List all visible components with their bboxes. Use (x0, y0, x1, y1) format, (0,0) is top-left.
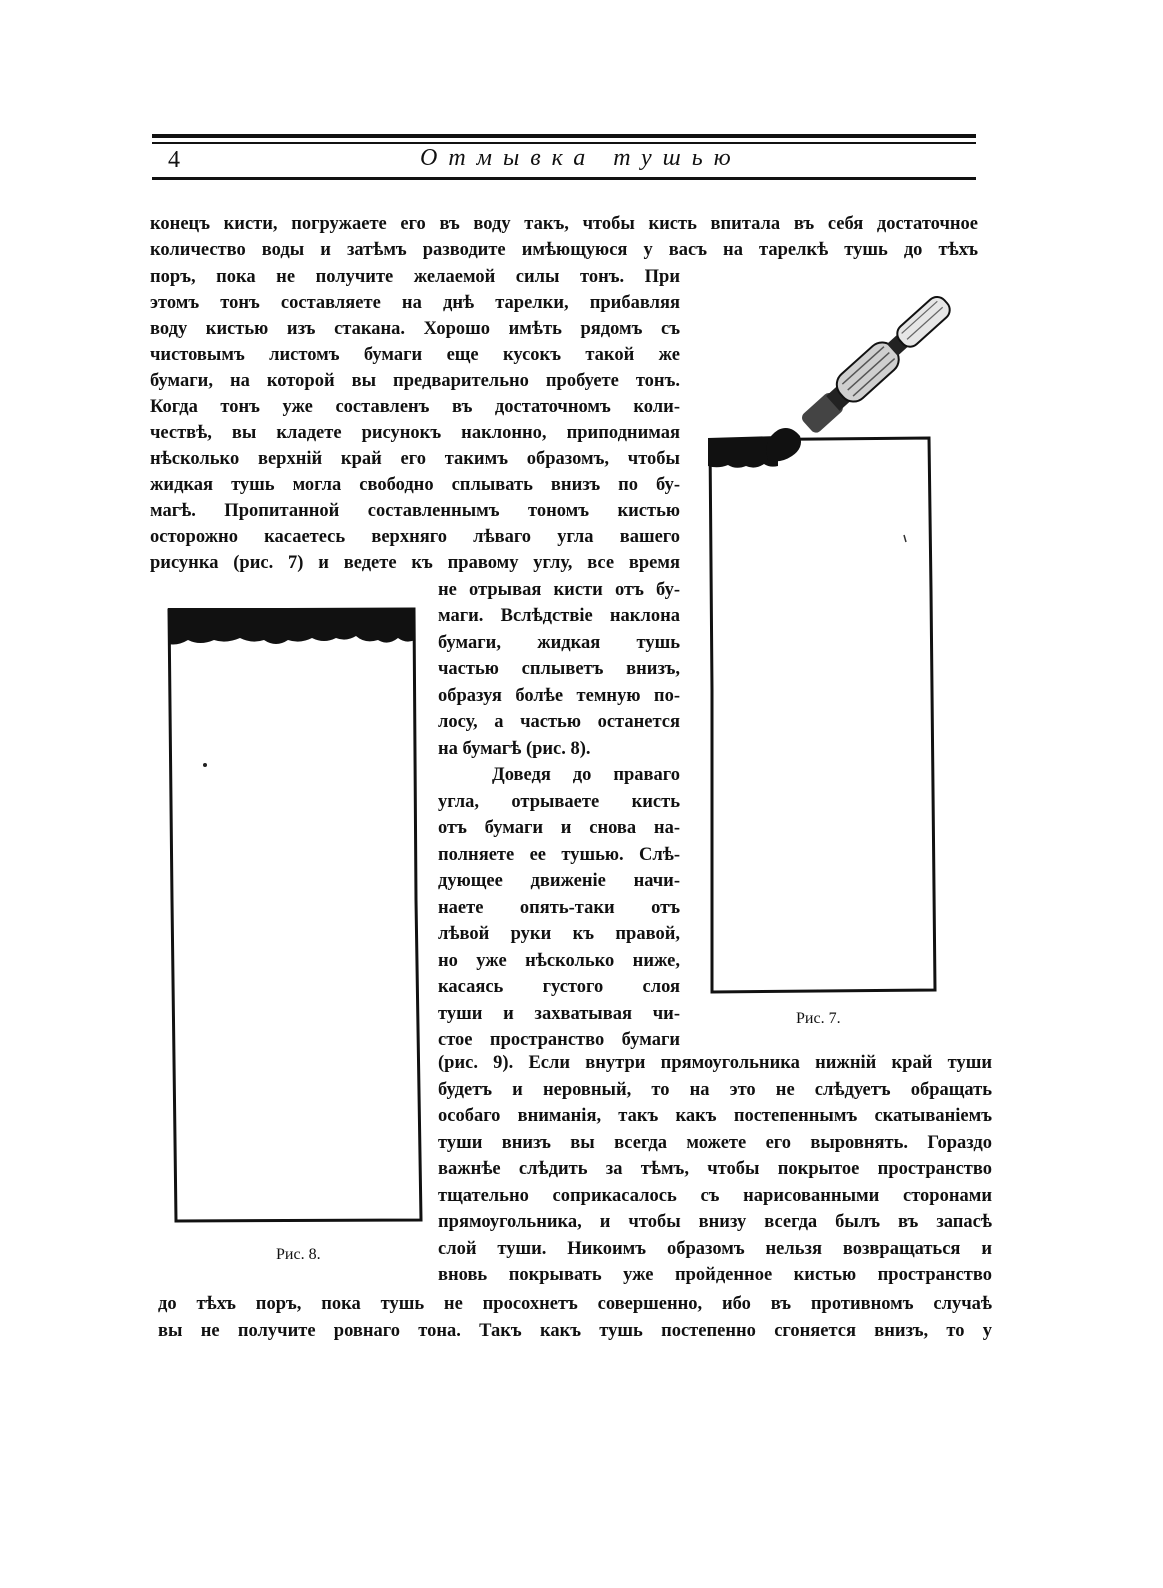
body-line: поръ, пока не получите желаемой силы тонъ. При (150, 267, 680, 287)
body-line: слой туши. Никоимъ образомъ нельзя возвращаться и (438, 1239, 992, 1259)
body-line: угла, отрываете кисть (438, 792, 680, 812)
body-line: касаясь густого слоя (438, 977, 680, 997)
running-title: Отмывка тушью (420, 145, 742, 171)
header-rule-bottom (152, 177, 976, 180)
body-line: на бумагѣ (рис. 8). (438, 739, 591, 759)
body-line: Когда тонъ уже составленъ въ достаточномъ коли- (150, 397, 680, 417)
body-line: чествѣ, вы кладете рисунокъ наклонно, приподнимая (150, 423, 680, 443)
body-line: Доведя до праваго (492, 765, 680, 785)
body-line: наете опять-таки отъ (438, 898, 680, 918)
body-line: вы не получите ровнаго тона. Такъ какъ тушь постепенно сгоняется внизъ, то у (158, 1321, 992, 1341)
body-line: полняете ее тушью. Слѣ- (438, 845, 680, 865)
body-line: (рис. 9). Если внутри прямоугольника нижній край туши (438, 1053, 992, 1073)
body-line: не отрывая кисти отъ бу- (438, 580, 680, 600)
body-line: чистовымъ листомъ бумаги еще кусокъ такой же (150, 345, 680, 365)
body-line: но уже нѣсколько ниже, (438, 951, 680, 971)
figure-8-caption: Рис. 8. (276, 1246, 321, 1263)
body-line: лосу, а частью останется (438, 712, 680, 732)
body-line: частью сплыветъ внизъ, (438, 659, 680, 679)
body-line: лѣвой руки къ правой, (438, 924, 680, 944)
page-number: 4 (168, 147, 180, 173)
body-line: нѣсколько верхній край его такимъ образомъ, чтобы (150, 449, 680, 469)
body-line: бумаги, на которой вы предварительно пробуете тонъ. (150, 371, 680, 391)
body-line: этомъ тонъ составляете на днѣ тарелки, прибавляя (150, 293, 680, 313)
header-rule-top-thick (152, 134, 976, 138)
body-line: конецъ кисти, погружаете его въ воду такъ, чтобы кисть впитала въ себя достаточное (150, 214, 978, 234)
body-line: туши и захватывая чи- (438, 1004, 680, 1024)
body-line: бумаги, жидкая тушь (438, 633, 680, 653)
body-line: магѣ. Пропитанной составленнымъ тономъ кистью (150, 501, 680, 521)
body-line: маги. Вслѣдствіе наклона (438, 606, 680, 626)
body-line: туши внизъ вы всегда можете его выровнять. Гораздо (438, 1133, 992, 1153)
figure-8-illustration (160, 600, 430, 1230)
header-rule-top-thin (152, 142, 976, 144)
body-line: особаго вниманія, такъ какъ постепеннымъ скатываніемъ (438, 1106, 992, 1126)
body-line: воду кистью изъ стакана. Хорошо имѣть рядомъ съ (150, 319, 680, 339)
figure-7-illustration (700, 290, 990, 1000)
body-line: вновь покрывать уже пройденное кистью пространство (438, 1265, 992, 1285)
body-line: дующее движеніе начи- (438, 871, 680, 891)
body-line: важнѣе слѣдить за тѣмъ, чтобы покрытое пространство (438, 1159, 992, 1179)
body-line: количество воды и затѣмъ разводите имѣющуюся у васъ на тарелкѣ тушь до тѣхъ (150, 240, 978, 260)
body-line: осторожно касаетесь верхняго лѣваго угла вашего (150, 527, 680, 547)
body-line: отъ бумаги и снова на- (438, 818, 680, 838)
body-line: образуя болѣе темную по- (438, 686, 680, 706)
body-line: тщательно соприкасалось съ нарисованными сторонами (438, 1186, 992, 1206)
body-line: стое пространство бумаги (438, 1030, 680, 1050)
body-line: прямоугольника, и чтобы внизу всегда былъ въ запасѣ (438, 1212, 992, 1232)
body-line: жидкая тушь могла свободно сплывать внизъ по бу- (150, 475, 680, 495)
figure-7-caption: Рис. 7. (796, 1010, 841, 1027)
body-line: до тѣхъ поръ, пока тушь не просохнетъ совершенно, ибо въ противномъ случаѣ (158, 1294, 992, 1314)
body-line: рисунка (рис. 7) и ведете къ правому углу, все время (150, 553, 680, 573)
body-line: будетъ и неровный, то на это не слѣдуетъ обращать (438, 1080, 992, 1100)
